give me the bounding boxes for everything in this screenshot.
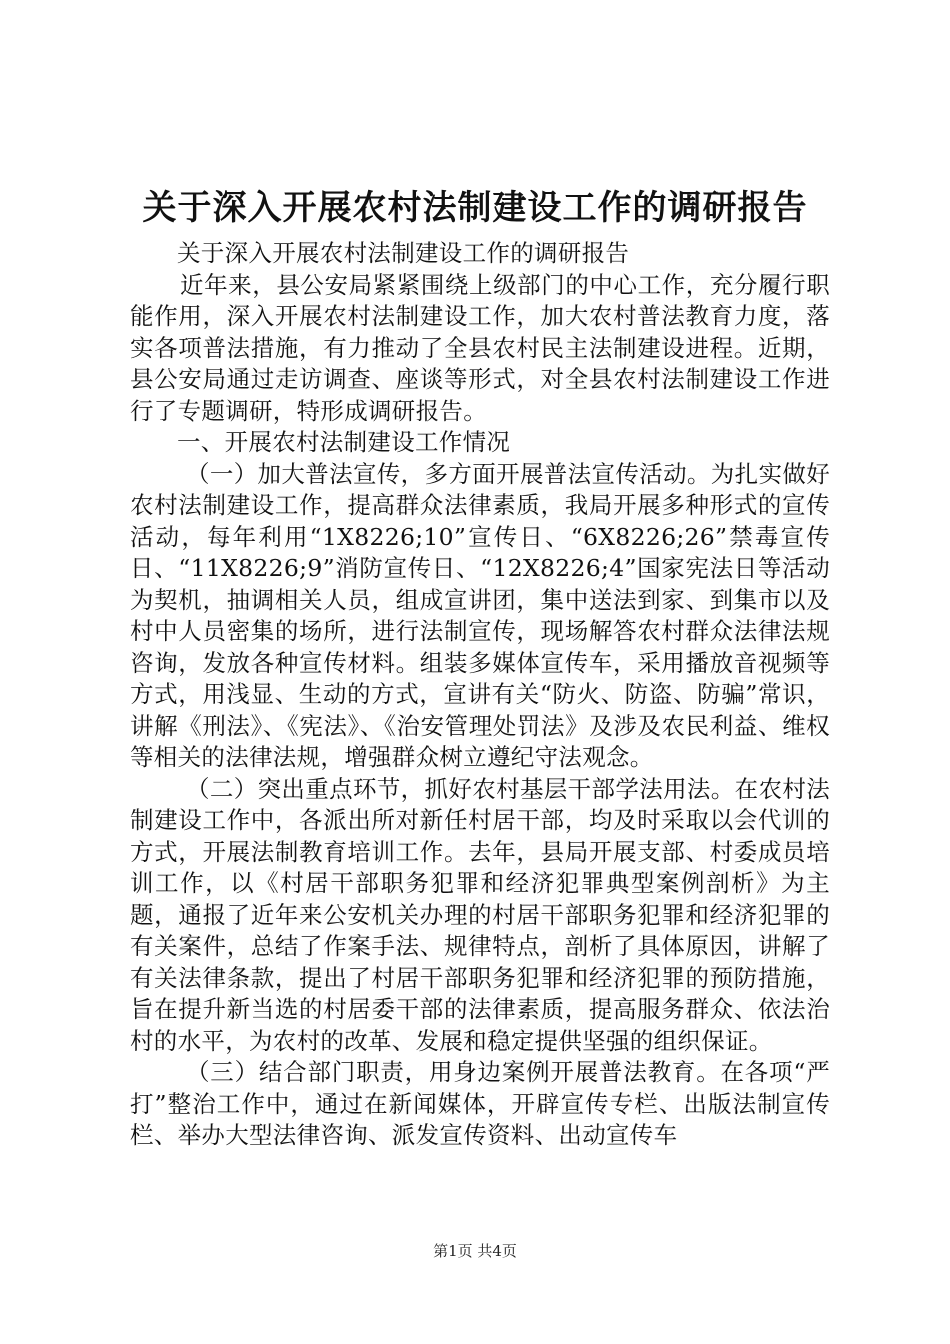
page-footer: 第1页 共4页 xyxy=(433,1242,517,1260)
paragraph-subtitle: 关于深入开展农村法制建设工作的调研报告 xyxy=(177,239,630,267)
paragraph-section-heading: 一、开展农村法制建设工作情况 xyxy=(177,428,511,456)
document-body xyxy=(130,238,830,1152)
paragraph-item-3: （三）结合部门职责，用身边案例开展普法教育。在各项“严打”整治工作中，通过在新闻媒体，开辟宣传专栏、出版法制宣传栏、举办大型法律咨询、派发宣传资料、出动宣传车 xyxy=(130,1058,830,1149)
paragraph-intro: 近年来，县公安局紧紧围绕上级部门的中心工作，充分履行职能作用，深入开展农村法制建设工作，加大农村普法教育力度，落实各项普法措施，有力推动了全县农村民主法制建设进程。近期，县公安局通过走访调查、座谈等形式，对全县农村法制建设工作进行了专题调研，特形成调研报告。 xyxy=(130,270,830,425)
paragraph-item-1: （一）加大普法宣传，多方面开展普法宣传活动。为扎实做好农村法制建设工作，提高群众法律素质，我局开展多种形式的宣传活动，每年利用“1X8226;10”宣传日、“6X8226;26”禁毒宣传日、“11X8226;9”消防宣传日、“12X8226;4”国家宪法日等活动为契机，抽调相关人员，组成宣讲团，集中送法到家、到集市以及村中人员密集的场所，进行法制宣传，现场解答农村群众法律法规咨询，发放各种宣传材料。组装多媒体宣传车，采用播放音视频等方式，用浅显、生动的方式，宣讲有关“防火、防盗、防骗”常识，讲解《刑法》、《宪法》、《治安管理处罚法》及涉及农民利益、维权等相关的法律法规，增强群众树立遵纪守法观念。 xyxy=(130,459,830,771)
document-title: 关于深入开展农村法制建设工作的调研报告 xyxy=(142,188,808,228)
paragraph-item-2: （二）突出重点环节，抓好农村基层干部学法用法。在农村法制建设工作中，各派出所对新任村居干部，均及时采取以会代训的方式，开展法制教育培训工作。去年，县局开展支部、村委成员培训工作，以《村居干部职务犯罪和经济犯罪典型案例剖析》为主题，通报了近年来公安机关办理的村居干部职务犯罪和经济犯罪的有关案件，总结了作案手法、规律特点，剖析了具体原因，讲解了有关法律条款，提出了村居干部职务犯罪和经济犯罪的预防措施，旨在提升新当选的村居委干部的法律素质，提高服务群众、依法治村的水平，为农村的改革、发展和稳定提供坚强的组织保证。 xyxy=(130,774,830,1055)
